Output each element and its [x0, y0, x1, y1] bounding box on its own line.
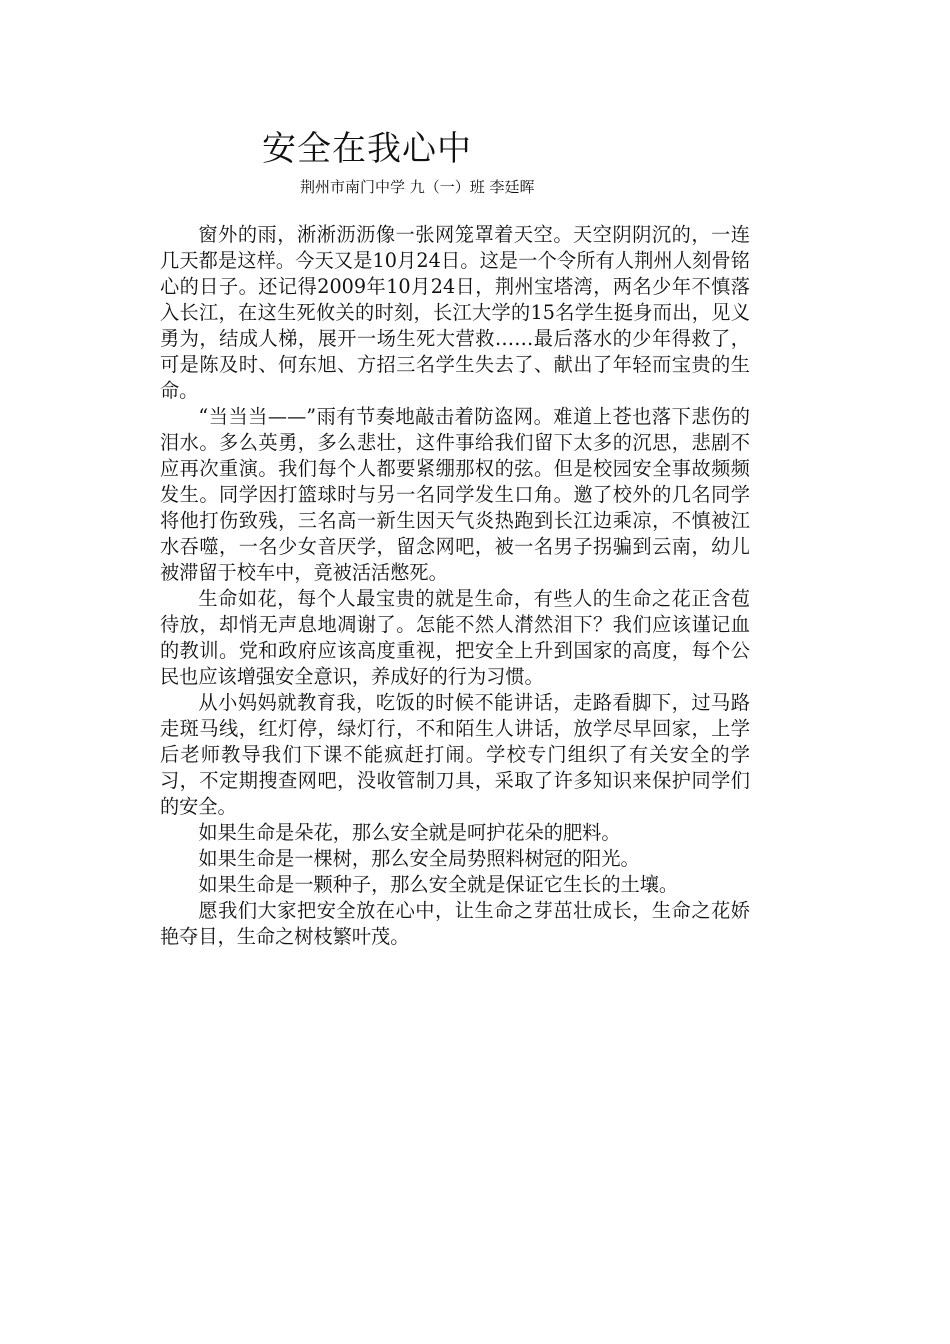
- paragraph: “当当当——”雨有节奏地敲击着防盗网。难道上苍也落下悲伤的泪水。多么英勇，多么悲壮，这件事给我们留下太多的沉思，悲剧不应再次重演。我们每个人都要紧绷那权的弦。但是校园安全事故频频发生。同学因打篮球时与另一名同学发生口角。邀了校外的几名同学将他打伤致残，三名高一新生因天气炎热跑到长江边乘凉，不慎被江水吞噬，一名少女音厌学，留念网吧，被一名男子拐骗到云南，幼儿被滞留于校车中，竟被活活憋死。: [160, 405, 750, 584]
- essay-title: 安全在我心中: [262, 129, 472, 169]
- paragraph: 窗外的雨，淅淅沥沥像一张网笼罩着天空。天空阴阴沉的，一连几天都是这样。今天又是10月24日。这是一个令所有人荆州人刻骨铭心的日子。还记得2009年10月24日，荆州宝塔湾，两名少年不慎落入长江，在这生死攸关的时刻，长江大学的15名学生挺身而出，见义勇为，结成人梯，展开一场生死大营救……最后落水的少年得救了，可是陈及时、何东旭、方招三名学生失去了、献出了年轻而宝贵的生命。: [160, 223, 750, 402]
- paragraph: 如果生命是一棵树，那么安全局势照料树冠的阳光。: [198, 847, 640, 870]
- paragraph: 生命如花，每个人最宝贵的就是生命，有些人的生命之花正含苞待放，却悄无声息地凋谢了。怎能不然人潸然泪下？我们应该谨记血的教训。党和政府应该高度重视，把安全上升到国家的高度，每个公民也应该增强安全意识，养成好的行为习惯。: [160, 587, 750, 688]
- paragraph: 如果生命是朵花，那么安全就是呵护花朵的肥料。: [198, 821, 621, 844]
- author-byline: 荆州市南门中学 九（一）班 李廷晖: [300, 178, 535, 196]
- paragraph: 从小妈妈就教育我，吃饭的时候不能讲话，走路看脚下，过马路走斑马线，红灯停，绿灯行，不和陌生人讲话，放学尽早回家，上学后老师教导我们下课不能疯赶打闹。学校专门组织了有关安全的学习，不定期搜查网吧，没收管制刀具，采取了许多知识来保护同学们的安全。: [160, 691, 750, 818]
- paragraph: 愿我们大家把安全放在心中，让生命之芽茁壮成长，生命之花娇艳夺目，生命之树枝繁叶茂。: [160, 899, 750, 948]
- essay-body: [160, 222, 750, 950]
- paragraph: 如果生命是一颗种子，那么安全就是保证它生长的土壤。: [198, 873, 679, 896]
